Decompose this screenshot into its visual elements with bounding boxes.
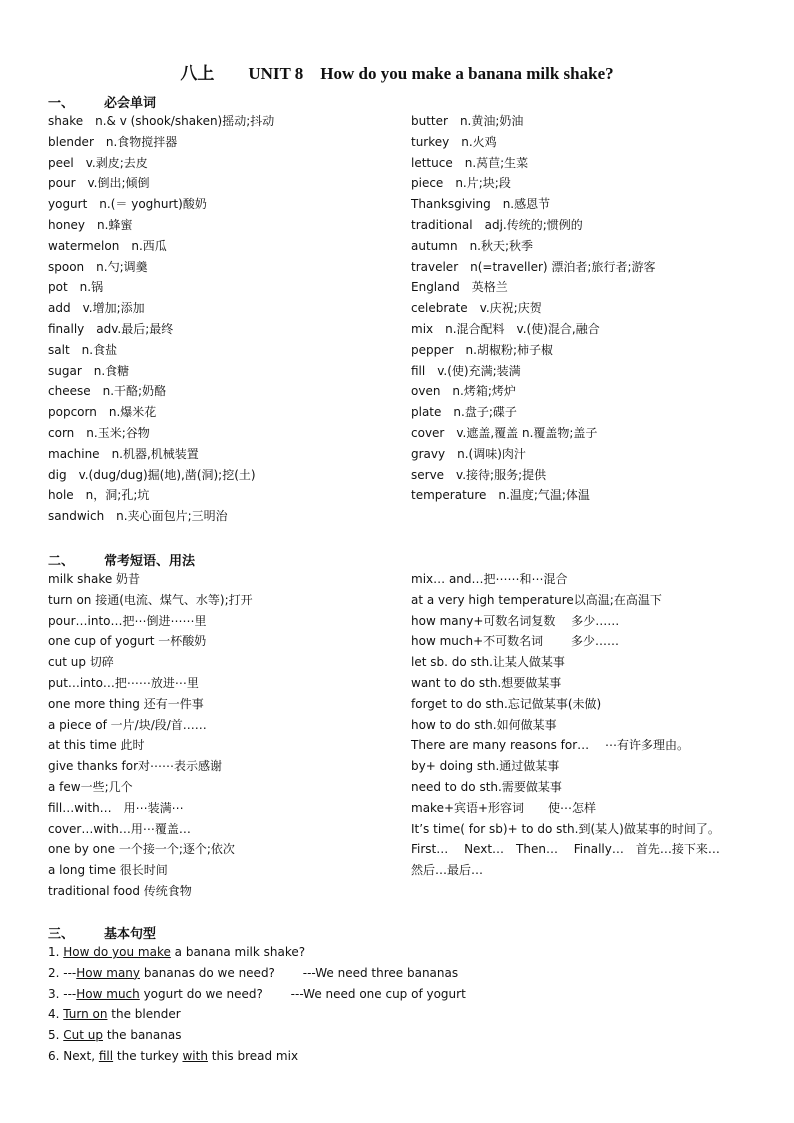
phrase-item: at this time 此时 bbox=[48, 738, 145, 753]
sentence-text: yogurt do we need? ---We need one cup of yogurt bbox=[139, 986, 466, 1001]
vocab-item: honey n.蜂蜜 bbox=[48, 217, 133, 232]
sentence-text: the bananas bbox=[103, 1028, 182, 1043]
phrase-item: need to do sth.需要做某事 bbox=[411, 779, 562, 794]
sentence-item bbox=[48, 942, 466, 963]
phrase-item: make+宾语+形容词 使⋯怎样 bbox=[411, 800, 597, 815]
vocab-item: gravy n.(调味)肉汁 bbox=[411, 446, 526, 461]
sentence-text: 3. --- bbox=[48, 986, 77, 1001]
grade-label: 八上 bbox=[180, 64, 215, 83]
vocab-item: fill v.(使)充满;装满 bbox=[411, 363, 521, 378]
vocab-item: traveler n(=traveller) 漂泊者;旅行者;游客 bbox=[411, 259, 656, 274]
phrase-item: by+ doing sth.通过做某事 bbox=[411, 759, 560, 774]
vocab-item: sandwich n.夹心面包片;三明治 bbox=[48, 509, 228, 524]
phrase-item: 然后…最后… bbox=[411, 863, 484, 878]
vocab-item: pepper n.胡椒粉;柿子椒 bbox=[411, 342, 554, 357]
vocab-item: celebrate v.庆祝;庆贺 bbox=[411, 301, 542, 316]
sentence-item bbox=[48, 1004, 466, 1025]
vocab-item: add v.增加;添加 bbox=[48, 301, 145, 316]
sentence-text: 5. bbox=[48, 1028, 64, 1043]
vocab-item: dig v.(dug/dug)掘(地),凿(洞);挖(土) bbox=[48, 467, 256, 482]
vocab-item: cover v.遮盖,覆盖 n.覆盖物;盖子 bbox=[411, 425, 598, 440]
phrase-item: turn on 接通(电流、煤气、水等);打开 bbox=[48, 592, 253, 607]
vocab-item: hole n，洞;孔;坑 bbox=[48, 488, 150, 503]
section-number: 一、 bbox=[48, 96, 75, 111]
phrase-item: cover…with…用⋯覆盖… bbox=[48, 821, 191, 836]
sentence-text: the turkey bbox=[113, 1048, 183, 1063]
sentence-text: this bread mix bbox=[207, 1048, 299, 1063]
phrase-item: how much+不可数名词 多少…… bbox=[411, 634, 619, 649]
vocab-item: blender n.食物搅拌器 bbox=[48, 134, 178, 149]
underlined-phrase: How many bbox=[76, 965, 141, 980]
vocab-item: cheese n.干酪;奶酪 bbox=[48, 384, 167, 399]
section-heading-phrases bbox=[48, 550, 195, 569]
vocab-list-right bbox=[411, 111, 771, 506]
vocab-item: popcorn n.爆米花 bbox=[48, 405, 157, 420]
phrase-item: how many+可数名词复数 多少…… bbox=[411, 613, 620, 628]
vocab-item: sugar n.食糖 bbox=[48, 363, 130, 378]
underlined-phrase: Turn on bbox=[63, 1007, 108, 1022]
phrase-list-right bbox=[411, 569, 771, 881]
sentence-item bbox=[48, 1046, 466, 1067]
vocab-item: England 英格兰 bbox=[411, 280, 508, 295]
underlined-phrase: Cut up bbox=[63, 1028, 103, 1043]
phrase-item: put…into…把⋯⋯放进⋯里 bbox=[48, 675, 199, 690]
phrase-item: a few一些;几个 bbox=[48, 779, 133, 794]
phrase-item: First… Next… Then… Finally… 首先…接下来… bbox=[411, 842, 720, 857]
phrase-item: traditional food 传统食物 bbox=[48, 883, 192, 898]
vocab-item: corn n.玉米;谷物 bbox=[48, 425, 150, 440]
vocab-item: shake n.& v (shook/shaken)摇动;抖动 bbox=[48, 114, 275, 128]
section-number: 二、 bbox=[48, 554, 75, 569]
vocab-list-left bbox=[48, 111, 398, 527]
vocab-item: pour v.倒出;倾倒 bbox=[48, 176, 150, 191]
vocab-item: salt n.食盐 bbox=[48, 342, 118, 357]
sentence-text: 4. bbox=[48, 1007, 64, 1022]
phrase-list-left bbox=[48, 569, 398, 902]
phrase-item: pour…into…把⋯倒进⋯⋯里 bbox=[48, 613, 207, 628]
vocab-item: traditional adj.传统的;惯例的 bbox=[411, 217, 583, 232]
section-label: 基本句型 bbox=[104, 927, 157, 942]
phrase-item: There are many reasons for… ⋯有许多理由。 bbox=[411, 738, 689, 753]
sentence-text: 2. --- bbox=[48, 965, 77, 980]
phrase-item: at a very high temperature以高温;在高温下 bbox=[411, 592, 662, 607]
phrase-item: It’s time( for sb)+ to do sth.到(某人)做某事的时间了。 bbox=[411, 821, 720, 836]
vocab-item: serve v.接待;服务;提供 bbox=[411, 467, 547, 482]
vocab-item: butter n.黄油;奶油 bbox=[411, 114, 524, 128]
phrase-item: cut up 切碎 bbox=[48, 655, 114, 670]
phrase-item: let sb. do sth.让某人做某事 bbox=[411, 655, 565, 670]
sentence-text: 1. bbox=[48, 945, 64, 959]
vocab-item: mix n.混合配料 v.(使)混合,融合 bbox=[411, 321, 600, 336]
phrase-item: give thanks for对⋯⋯表示感谢 bbox=[48, 759, 223, 774]
sentence-text: a banana milk shake? bbox=[170, 945, 306, 959]
sentence-list bbox=[48, 942, 466, 1067]
phrase-item: a long time 很长时间 bbox=[48, 863, 168, 878]
vocab-item: autumn n.秋天;秋季 bbox=[411, 238, 534, 253]
unit-title: UNIT 8 How do you make a banana milk shake? bbox=[248, 64, 614, 83]
phrase-item: forget to do sth.忘记做某事(未做) bbox=[411, 696, 602, 711]
section-label: 必会单词 bbox=[104, 96, 157, 111]
sentence-text: bananas do we need? ---We need three bananas bbox=[140, 965, 459, 980]
vocab-item: plate n.盘子;碟子 bbox=[411, 405, 517, 420]
sentence-item bbox=[48, 963, 466, 984]
sentence-text: 6. Next, bbox=[48, 1048, 99, 1063]
section-heading-vocabulary bbox=[48, 92, 156, 111]
underlined-phrase: How do you make bbox=[63, 945, 171, 959]
phrase-item: want to do sth.想要做某事 bbox=[411, 675, 562, 690]
phrase-item: one by one 一个接一个;逐个;依次 bbox=[48, 842, 235, 857]
vocab-item: machine n.机器,机械装置 bbox=[48, 446, 199, 461]
vocab-item: pot n.锅 bbox=[48, 280, 104, 295]
underlined-phrase: How much bbox=[76, 986, 140, 1001]
phrase-item: how to do sth.如何做某事 bbox=[411, 717, 557, 732]
phrase-item: one cup of yogurt 一杯酸奶 bbox=[48, 634, 207, 649]
vocab-item: Thanksgiving n.感恩节 bbox=[411, 197, 551, 212]
phrase-item: fill…with… 用⋯装满⋯ bbox=[48, 800, 184, 815]
vocab-item: yogurt n.(＝ yoghurt)酸奶 bbox=[48, 197, 207, 212]
section-number: 三、 bbox=[48, 927, 75, 942]
sentence-item bbox=[48, 984, 466, 1005]
vocab-item: turkey n.火鸡 bbox=[411, 134, 497, 149]
vocab-item: watermelon n.西瓜 bbox=[48, 238, 167, 253]
underlined-phrase: with bbox=[182, 1048, 208, 1063]
vocab-item: temperature n.温度;气温;体温 bbox=[411, 488, 590, 503]
vocab-item: peel v.剥皮;去皮 bbox=[48, 155, 148, 170]
vocab-item: finally adv.最后;最终 bbox=[48, 321, 174, 336]
vocab-item: oven n.烤箱;烤炉 bbox=[411, 384, 516, 399]
sentence-item bbox=[48, 1025, 466, 1046]
section-label: 常考短语、用法 bbox=[104, 554, 196, 569]
section-heading-sentences bbox=[48, 923, 156, 942]
phrase-item: one more thing 还有一件事 bbox=[48, 696, 204, 711]
underlined-phrase: fill bbox=[98, 1048, 114, 1063]
phrase-item: mix… and…把⋯⋯和⋯混合 bbox=[411, 572, 568, 586]
vocab-item: spoon n.勺;调羹 bbox=[48, 259, 148, 274]
vocab-item: lettuce n.莴苣;生菜 bbox=[411, 155, 529, 170]
phrase-item: a piece of 一片/块/段/首…… bbox=[48, 717, 207, 732]
sentence-text: the blender bbox=[107, 1007, 181, 1022]
phrase-item: milk shake 奶昔 bbox=[48, 572, 141, 586]
vocab-item: piece n.片;块;段 bbox=[411, 176, 511, 191]
page-title bbox=[0, 59, 794, 84]
